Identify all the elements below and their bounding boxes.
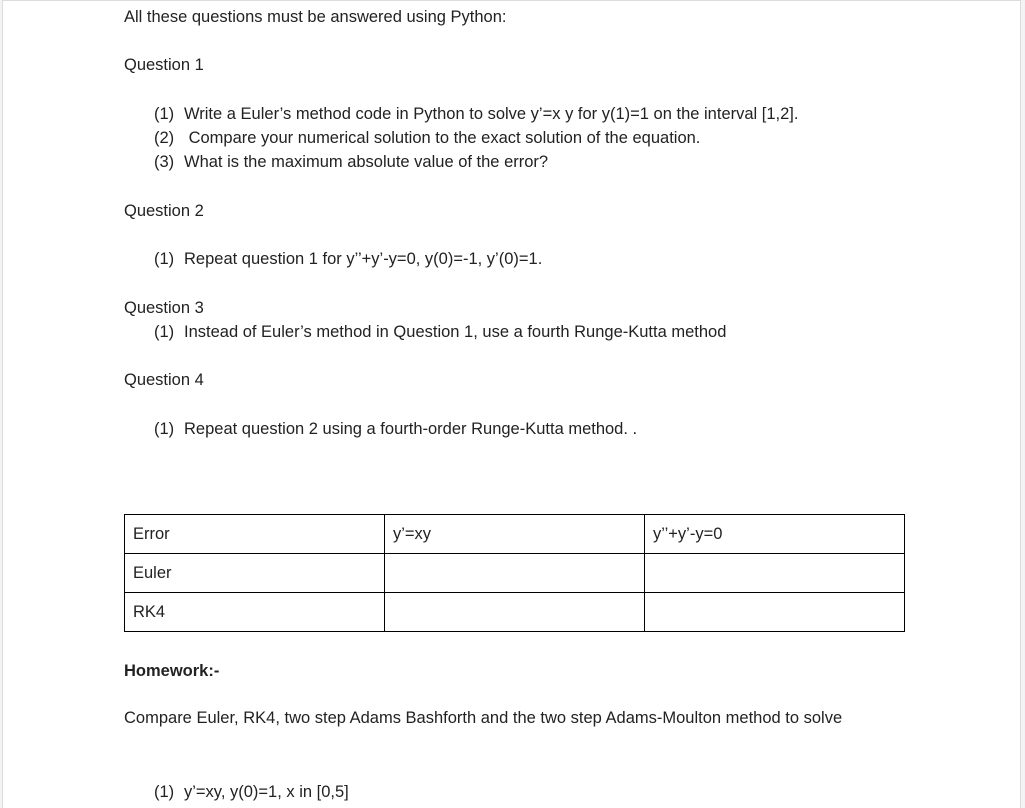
intro-text: All these questions must be answered using Python: xyxy=(124,8,507,26)
question-4-item-1 xyxy=(154,418,637,440)
question-3-item-1 xyxy=(154,321,726,343)
table-cell xyxy=(385,593,645,632)
list-number: (1) xyxy=(154,250,175,268)
table-header-cell: Error xyxy=(125,515,385,554)
table-cell xyxy=(645,554,905,593)
list-text: Repeat question 2 using a fourth-order Runge-Kutta method. . xyxy=(184,420,638,438)
table-cell: RK4 xyxy=(125,593,385,632)
table-header-row xyxy=(125,515,905,554)
list-text: Instead of Euler’s method in Question 1, use a fourth Runge-Kutta method xyxy=(184,323,727,341)
question-4-heading: Question 4 xyxy=(124,371,204,389)
list-number: (1) xyxy=(154,105,175,123)
question-1-heading: Question 1 xyxy=(124,56,204,74)
list-text: What is the maximum absolute value of the error? xyxy=(184,153,549,171)
table-cell: Euler xyxy=(125,554,385,593)
question-2-item-1 xyxy=(154,248,542,270)
question-1-item-3 xyxy=(154,151,548,173)
list-text: y’=xy, y(0)=1, x in [0,5] xyxy=(184,783,349,801)
error-table xyxy=(124,514,905,632)
list-number: (1) xyxy=(154,783,175,801)
list-number: (1) xyxy=(154,420,175,438)
question-2-heading: Question 2 xyxy=(124,202,204,220)
table-row xyxy=(125,593,905,632)
list-number: (2) xyxy=(154,129,175,147)
question-1-item-2 xyxy=(154,127,700,149)
list-number: (1) xyxy=(154,323,175,341)
list-text: Repeat question 1 for y’’+y’-y=0, y(0)=-1, y’(0)=1. xyxy=(184,250,543,268)
list-text: Compare your numerical solution to the exact solution of the equation. xyxy=(184,129,701,147)
question-1-item-1 xyxy=(154,103,798,125)
table-header-cell: y’=xy xyxy=(385,515,645,554)
document-page xyxy=(2,0,1021,808)
table-row xyxy=(125,554,905,593)
list-number: (3) xyxy=(154,153,175,171)
list-text: Write a Euler’s method code in Python to solve y’=x y for y(1)=1 on the interval [1,2]. xyxy=(184,105,799,123)
homework-item-1 xyxy=(154,781,349,803)
homework-text: Compare Euler, RK4, two step Adams Bashforth and the two step Adams-Moulton method to solve xyxy=(124,709,843,727)
table-cell xyxy=(645,593,905,632)
table-header-cell: y’’+y’-y=0 xyxy=(645,515,905,554)
table-cell xyxy=(385,554,645,593)
question-3-heading: Question 3 xyxy=(124,299,204,317)
homework-heading: Homework:- xyxy=(124,662,220,680)
